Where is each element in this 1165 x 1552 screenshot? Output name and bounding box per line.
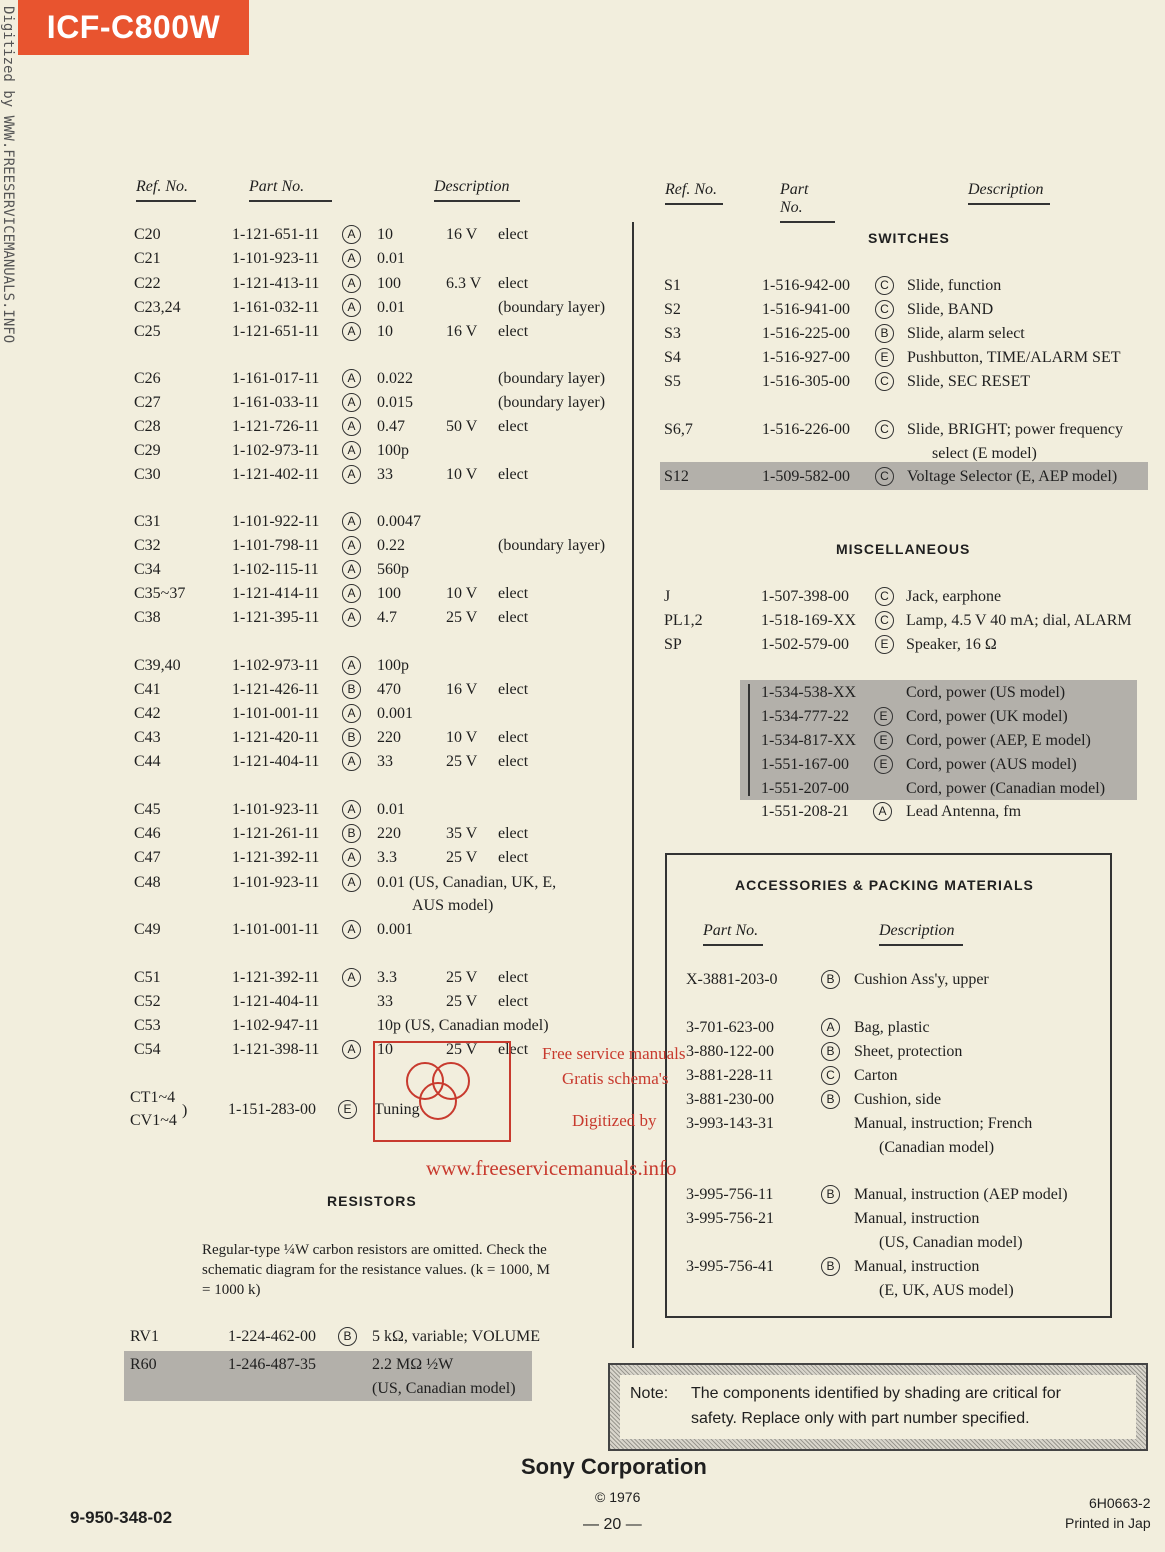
row-desc: elect [498, 226, 529, 243]
row-ref: C52 [134, 993, 161, 1010]
row-voltage: 10 V [446, 466, 478, 483]
row-desc: Cushion, side [854, 1091, 942, 1108]
row-voltage: 50 V [446, 418, 478, 435]
copyright: © 1976 [595, 1489, 641, 1505]
row-desc: Slide, function [907, 277, 1002, 294]
row-desc: elect [498, 1041, 529, 1058]
switches-title: SWITCHES [868, 230, 950, 246]
left-header-part: Part No. [249, 178, 332, 202]
row-code: C [821, 1066, 840, 1085]
row-code: A [342, 873, 361, 892]
row-value: 3.3 [377, 969, 397, 986]
row-ref: C44 [134, 753, 161, 770]
row-part: 1-121-261-11 [232, 825, 320, 842]
row-ref: S2 [664, 301, 681, 318]
watermark-stamp [373, 1041, 511, 1142]
row-voltage: 25 V [446, 609, 478, 626]
r60-desc2: (US, Canadian model) [372, 1380, 516, 1397]
row-ref: S3 [664, 325, 681, 342]
row-ref: C31 [134, 513, 161, 530]
row-code: C [875, 300, 894, 319]
row-ref: S1 [664, 277, 681, 294]
row-ref: C46 [134, 825, 161, 842]
row-desc: elect [498, 825, 529, 842]
row-ref: S6,7 [664, 421, 693, 438]
row-value: 470 [377, 681, 401, 698]
row-code: A [342, 704, 361, 723]
row-part: 1-518-169-XX [761, 612, 857, 629]
row-desc: elect [498, 753, 529, 770]
row-part: 1-516-941-00 [762, 301, 850, 318]
row-code: A [342, 1040, 361, 1059]
watermark-url: www.freeservicemanuals.info [426, 1156, 677, 1180]
ct-ref2: CV1~4 [130, 1112, 177, 1129]
row-desc: elect [498, 466, 529, 483]
row-code: C [875, 467, 894, 486]
row-ref: C21 [134, 250, 161, 267]
row-desc: Manual, instruction [854, 1210, 980, 1227]
safety-note [608, 1363, 1148, 1451]
row-ref: S12 [664, 468, 689, 485]
row-voltage: 25 V [446, 969, 478, 986]
row-code: E [875, 348, 894, 367]
model-tab: ICF-C800W [18, 0, 249, 55]
row-code: A [342, 393, 361, 412]
row-ref: SP [664, 636, 682, 653]
row-desc: (boundary layer) [498, 537, 606, 554]
row-code: A [342, 465, 361, 484]
row-part: 1-551-167-00 [761, 756, 849, 773]
row-desc: Cord, power (AUS model) [906, 756, 1077, 773]
r60-desc: 2.2 MΩ ½W [372, 1356, 454, 1373]
row-desc: Slide, BAND [907, 301, 994, 318]
row-part: 1-516-226-00 [762, 421, 850, 438]
ct-brace: ) [182, 1102, 188, 1119]
row-part: 3-701-623-00 [686, 1019, 774, 1036]
row-value: 100 [377, 275, 401, 292]
row-ref: C39,40 [134, 657, 181, 674]
row-part: 1-161-033-11 [232, 394, 320, 411]
row-part: 3-995-756-21 [686, 1210, 774, 1227]
row-value: 0.22 [377, 537, 405, 554]
row-value: 0.01 [377, 801, 405, 818]
row-value: 0.47 [377, 418, 405, 435]
row-code: E [875, 635, 894, 654]
row-desc: Slide, BRIGHT; power frequency [907, 421, 1123, 438]
row-part: 1-102-973-11 [232, 657, 320, 674]
row-part: 1-121-426-11 [232, 681, 320, 698]
side-watermark-text: Digitized by WWW.FREESERVICEMANUALS.INFO [0, 6, 16, 344]
row-part: 1-121-413-11 [232, 275, 320, 292]
row-ref: C42 [134, 705, 161, 722]
row-ref: S5 [664, 373, 681, 390]
row-desc: elect [498, 969, 529, 986]
row-code: A [342, 800, 361, 819]
row-ref: C47 [134, 849, 161, 866]
page-number: — 20 — [583, 1516, 642, 1533]
resistors-note: Regular-type ¼W carbon resistors are omitted. Check the schematic diagram for the resistance values. (k = 1000, M = 1000 k) [202, 1242, 550, 1298]
row-desc: (Canadian model) [879, 1139, 995, 1156]
r60-ref: R60 [130, 1356, 157, 1373]
row-code: A [342, 608, 361, 627]
row-value: 10 [377, 323, 393, 340]
row-code: E [874, 731, 893, 750]
row-value: 560p [377, 561, 409, 578]
rv1-ref: RV1 [130, 1328, 159, 1345]
right-header-part: Part No. [780, 181, 835, 223]
row-value: 0.01 [377, 299, 405, 316]
antenna-part: 1-551-208-21 [761, 803, 849, 820]
row-part: 3-881-230-00 [686, 1091, 774, 1108]
row-desc: Speaker, 16 Ω [906, 636, 997, 653]
row-desc: elect [498, 609, 529, 626]
row-value: 100 [377, 585, 401, 602]
row-code: A [342, 417, 361, 436]
row-part: 1-121-726-11 [232, 418, 320, 435]
row-code: B [821, 1257, 840, 1276]
row-desc: elect [498, 418, 529, 435]
row-part: 3-880-122-00 [686, 1043, 774, 1060]
row-value: 10 [377, 1041, 393, 1058]
row-voltage: 25 V [446, 1041, 478, 1058]
row-value: 33 [377, 993, 393, 1010]
row-part: 1-551-207-00 [761, 780, 849, 797]
row-desc: elect [498, 585, 529, 602]
row-code: E [874, 707, 893, 726]
row-ref: C45 [134, 801, 161, 818]
row-code: B [342, 824, 361, 843]
row-ref: C32 [134, 537, 161, 554]
row-desc: elect [498, 729, 529, 746]
row-part: 1-121-402-11 [232, 466, 320, 483]
row-ref: C22 [134, 275, 161, 292]
row-ref: S4 [664, 349, 681, 366]
row-code: B [342, 728, 361, 747]
watermark-line2: Gratis schema's [562, 1069, 669, 1088]
doc-code-right: 6H0663-2 [1089, 1495, 1151, 1511]
printed-in: Printed in Jap [1065, 1515, 1151, 1531]
row-code: A [342, 298, 361, 317]
row-desc: Carton [854, 1067, 898, 1084]
row-part: 1-516-305-00 [762, 373, 850, 390]
rv1-desc: 5 kΩ, variable; VOLUME [372, 1328, 541, 1345]
misc-title: MISCELLANEOUS [836, 541, 971, 557]
row-desc: Bag, plastic [854, 1019, 930, 1036]
row-desc: (boundary layer) [498, 299, 606, 316]
row-value: 0.01 (US, Canadian, UK, E, [377, 874, 557, 891]
r60-part: 1-246-487-35 [228, 1356, 316, 1373]
row-desc: elect [498, 275, 529, 292]
row-desc: Cushion Ass'y, upper [854, 971, 989, 988]
row-ref: C43 [134, 729, 161, 746]
resistors-title: RESISTORS [327, 1193, 417, 1209]
doc-code-left: 9-950-348-02 [70, 1508, 173, 1527]
row-ref: PL1,2 [664, 612, 703, 629]
row-ref: C20 [134, 226, 161, 243]
row-value-cont: AUS model) [412, 897, 494, 914]
row-desc: Cord, power (Canadian model) [906, 780, 1106, 797]
row-part: 1-534-777-22 [761, 708, 849, 725]
row-code: C [875, 420, 894, 439]
row-part: 3-993-143-31 [686, 1115, 774, 1132]
row-code: B [821, 1090, 840, 1109]
row-value: 0.0047 [377, 513, 421, 530]
row-desc: Manual, instruction (AEP model) [854, 1186, 1068, 1203]
row-code: A [342, 560, 361, 579]
row-code: C [875, 611, 894, 630]
row-desc: (E, UK, AUS model) [879, 1282, 1014, 1299]
row-voltage: 16 V [446, 226, 478, 243]
left-header-ref: Ref. No. [136, 178, 196, 202]
row-part: 1-102-115-11 [232, 561, 319, 578]
row-part: 1-516-927-00 [762, 349, 850, 366]
note-label: Note: [630, 1385, 669, 1402]
row-part: 1-101-923-11 [232, 801, 320, 818]
row-code: E [874, 755, 893, 774]
row-code: B [821, 1185, 840, 1204]
row-value: 0.022 [377, 370, 413, 387]
row-part: 1-121-651-11 [232, 323, 320, 340]
row-part: 1-121-392-11 [232, 849, 320, 866]
row-code: B [875, 324, 894, 343]
right-header-ref: Ref. No. [665, 181, 723, 205]
row-ref: C34 [134, 561, 161, 578]
row-part: 1-121-404-11 [232, 753, 320, 770]
row-desc: Manual, instruction [854, 1258, 980, 1275]
row-code: A [342, 512, 361, 531]
row-code: B [821, 970, 840, 989]
row-value: 4.7 [377, 609, 397, 626]
row-code: A [342, 225, 361, 244]
row-value: 10 [377, 226, 393, 243]
note-line1: The components identified by shading are critical for [691, 1385, 1061, 1402]
row-ref: C38 [134, 609, 161, 626]
row-desc: elect [498, 993, 529, 1010]
row-part: 1-121-395-11 [232, 609, 320, 626]
row-desc: Slide, alarm select [907, 325, 1025, 342]
row-code: A [342, 584, 361, 603]
row-voltage: 6.3 V [446, 275, 482, 292]
row-ref: C27 [134, 394, 161, 411]
cords-bracket [748, 684, 756, 796]
row-ref: C51 [134, 969, 161, 986]
right-header-desc: Description [968, 181, 1050, 205]
row-ref: C48 [134, 874, 161, 891]
row-voltage: 10 V [446, 585, 478, 602]
row-ref: C41 [134, 681, 161, 698]
row-part: 1-534-538-XX [761, 684, 857, 701]
row-voltage: 25 V [446, 753, 478, 770]
row-desc: Lamp, 4.5 V 40 mA; dial, ALARM [906, 612, 1132, 629]
acc-header-part: Part No. [703, 922, 763, 946]
row-value: 100p [377, 657, 409, 674]
row-desc: Pushbutton, TIME/ALARM SET [907, 349, 1121, 366]
row-part: 1-509-582-00 [762, 468, 850, 485]
row-desc: Jack, earphone [906, 588, 1002, 605]
row-code: A [821, 1018, 840, 1037]
row-value: 33 [377, 466, 393, 483]
row-code: A [342, 752, 361, 771]
row-ref: J [664, 588, 671, 605]
row-part: 1-121-392-11 [232, 969, 320, 986]
row-code: A [342, 369, 361, 388]
row-value: 10p (US, Canadian model) [377, 1017, 549, 1034]
row-part: 1-121-420-11 [232, 729, 320, 746]
row-desc: Manual, instruction; French [854, 1115, 1033, 1132]
row-part: 3-881-228-11 [686, 1067, 774, 1084]
row-code: A [342, 848, 361, 867]
row-code: A [342, 968, 361, 987]
row-code: A [342, 322, 361, 341]
row-part: 1-161-032-11 [232, 299, 320, 316]
row-value: 220 [377, 729, 401, 746]
watermark-line1: Free service manuals [542, 1044, 686, 1063]
row-desc: (boundary layer) [498, 394, 606, 411]
row-part: 1-121-414-11 [232, 585, 320, 602]
note-line2: safety. Replace only with part number specified. [691, 1410, 1030, 1427]
side-watermark [0, 0, 16, 480]
row-voltage: 25 V [446, 993, 478, 1010]
row-voltage: 25 V [446, 849, 478, 866]
row-ref: C54 [134, 1041, 161, 1058]
row-code: C [875, 587, 894, 606]
row-ref: C25 [134, 323, 161, 340]
row-code: C [875, 276, 894, 295]
ct-code: E [338, 1100, 357, 1119]
rv1-code: B [338, 1327, 357, 1346]
row-voltage: 35 V [446, 825, 478, 842]
row-ref: C53 [134, 1017, 161, 1034]
row-ref: C29 [134, 442, 161, 459]
row-desc: elect [498, 849, 529, 866]
left-header-desc: Description [434, 178, 520, 202]
row-part: 1-516-225-00 [762, 325, 850, 342]
accessories-title: ACCESSORIES & PACKING MATERIALS [735, 877, 1034, 893]
watermark-circles-icon [375, 1043, 509, 1140]
row-part: 1-121-651-11 [232, 226, 320, 243]
row-ref: C49 [134, 921, 161, 938]
ct-ref1: CT1~4 [130, 1089, 176, 1106]
row-value: 220 [377, 825, 401, 842]
row-voltage: 16 V [446, 323, 478, 340]
row-desc: Cord, power (US model) [906, 684, 1066, 701]
row-voltage: 16 V [446, 681, 478, 698]
row-code: A [342, 920, 361, 939]
row-code: A [342, 656, 361, 675]
row-desc: (boundary layer) [498, 370, 606, 387]
row-value: 3.3 [377, 849, 397, 866]
row-part: 1-101-001-11 [232, 921, 320, 938]
row-part: 1-101-923-11 [232, 874, 320, 891]
row-part: 1-101-923-11 [232, 250, 320, 267]
row-code: A [342, 441, 361, 460]
row-part: 1-502-579-00 [761, 636, 849, 653]
row-value: 0.015 [377, 394, 413, 411]
watermark-line3: Digitized by [572, 1111, 657, 1130]
row-value: 33 [377, 753, 393, 770]
row-part: X-3881-203-0 [686, 971, 778, 988]
row-desc: select (E model) [932, 445, 1037, 462]
row-part: 3-995-756-41 [686, 1258, 774, 1275]
row-ref: C28 [134, 418, 161, 435]
row-code: B [821, 1042, 840, 1061]
row-part: 1-101-001-11 [232, 705, 320, 722]
row-part: 1-101-798-11 [232, 537, 320, 554]
row-desc: Cord, power (UK model) [906, 708, 1068, 725]
row-part: 1-101-922-11 [232, 513, 320, 530]
row-part: 1-516-942-00 [762, 277, 850, 294]
row-part: 1-102-947-11 [232, 1017, 320, 1034]
rv1-part: 1-224-462-00 [228, 1328, 316, 1345]
antenna-code: A [873, 802, 892, 821]
row-desc: Cord, power (AEP, E model) [906, 732, 1091, 749]
row-ref: C23,24 [134, 299, 181, 316]
row-code: A [342, 536, 361, 555]
row-ref: C26 [134, 370, 161, 387]
row-desc: elect [498, 323, 529, 340]
row-desc: elect [498, 681, 529, 698]
row-value: 100p [377, 442, 409, 459]
row-code: B [342, 680, 361, 699]
row-desc: Slide, SEC RESET [907, 373, 1031, 390]
row-code: C [875, 372, 894, 391]
row-desc: Sheet, protection [854, 1043, 963, 1060]
row-code: A [342, 249, 361, 268]
row-part: 1-161-017-11 [232, 370, 320, 387]
row-code: A [342, 274, 361, 293]
acc-header-desc: Description [879, 922, 963, 946]
company-name: Sony Corporation [521, 1454, 707, 1479]
row-value: 0.01 [377, 250, 405, 267]
ct-desc: Tuning [374, 1101, 420, 1118]
row-part: 1-121-404-11 [232, 993, 320, 1010]
ct-part: 1-151-283-00 [228, 1101, 316, 1118]
row-desc: Voltage Selector (E, AEP model) [907, 468, 1118, 485]
row-ref: C35~37 [134, 585, 186, 602]
row-part: 1-534-817-XX [761, 732, 857, 749]
row-part: 1-507-398-00 [761, 588, 849, 605]
row-desc: (US, Canadian model) [879, 1234, 1023, 1251]
row-part: 1-121-398-11 [232, 1041, 320, 1058]
row-value: 0.001 [377, 921, 413, 938]
row-part: 3-995-756-11 [686, 1186, 774, 1203]
row-ref: C30 [134, 466, 161, 483]
row-part: 1-102-973-11 [232, 442, 320, 459]
row-voltage: 10 V [446, 729, 478, 746]
row-value: 0.001 [377, 705, 413, 722]
antenna-desc: Lead Antenna, fm [906, 803, 1022, 820]
